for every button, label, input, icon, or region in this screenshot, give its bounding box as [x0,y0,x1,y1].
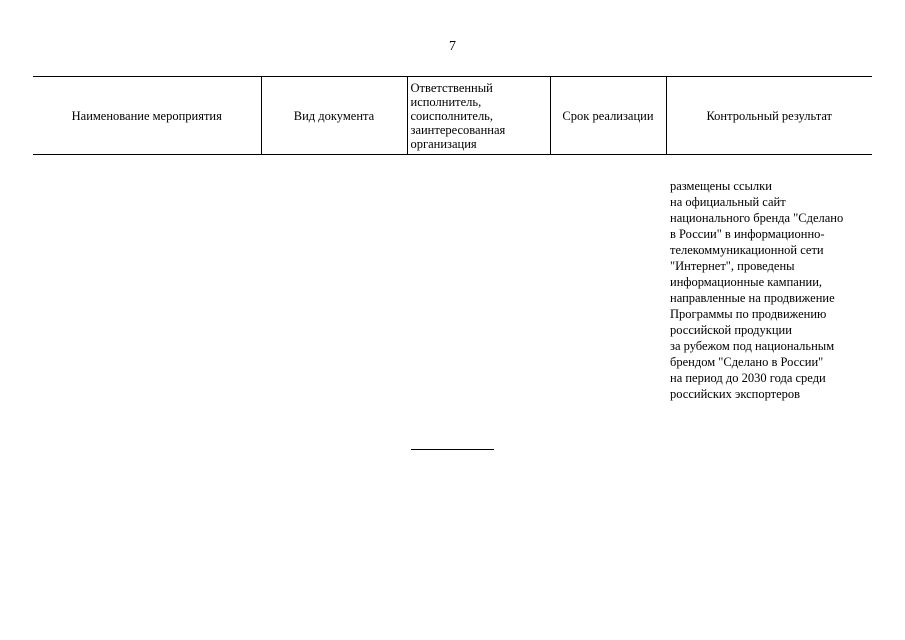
result-line: размещены ссылки [670,179,772,193]
measures-table [33,76,872,155]
result-line: российской продукции [670,323,792,337]
header-document-type: Вид документа [261,77,407,155]
result-line: на официальный сайт [670,195,786,209]
result-line: на период до 2030 года среди [670,371,826,385]
document-end-rule [411,449,494,450]
result-line: телекоммуникационной сети [670,243,824,257]
control-result-cell [670,178,875,402]
header-control-result: Контрольный результат [666,77,872,155]
header-deadline: Срок реализации [550,77,666,155]
result-line: в России" в информационно- [670,227,825,241]
result-line: брендом "Сделано в России" [670,355,824,369]
header-event-name: Наименование мероприятия [33,77,261,155]
result-line: информационные кампании, [670,275,823,289]
result-line: за рубежом под национальным [670,339,835,353]
page-number: 7 [449,39,456,54]
header-responsible: Ответственный исполнитель, соисполнитель, заинтересованная организация [407,77,550,155]
table-header-row [33,77,872,155]
result-line: российских экспортеров [670,387,801,401]
result-line: Программы по продвижению [670,307,827,321]
result-line: направленные на продвижение [670,291,835,305]
result-line: национального бренда "Сделано [670,211,844,225]
result-line: "Интернет", проведены [670,259,795,273]
